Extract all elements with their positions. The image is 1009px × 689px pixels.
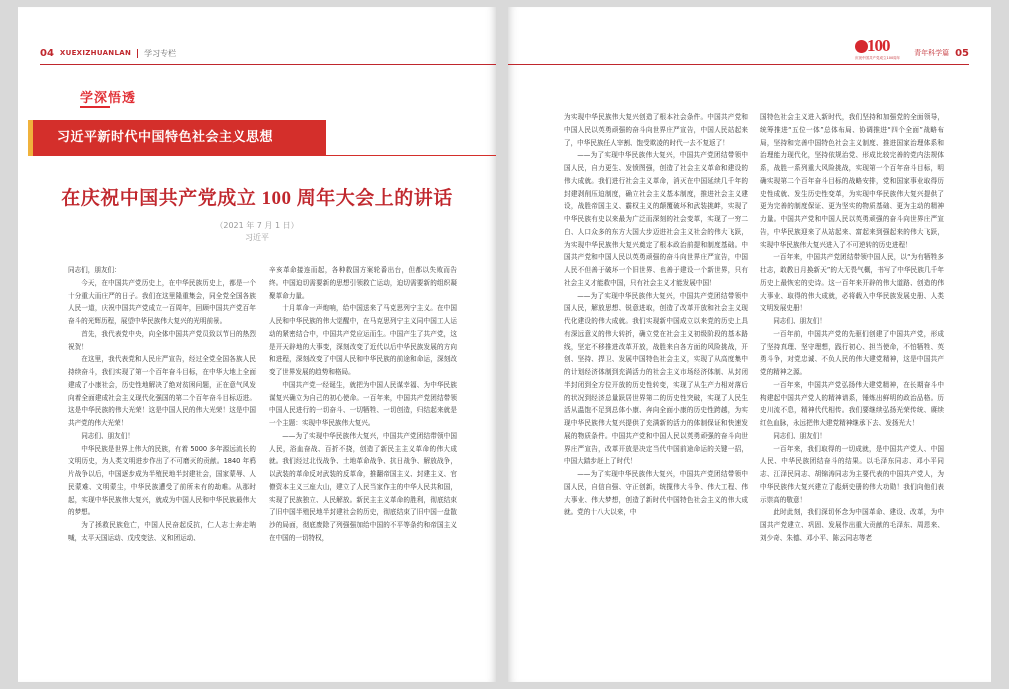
header-tag: 青年科学篇	[914, 49, 950, 57]
paragraph: 十月革命一声炮响，给中国送来了马克思列宁主义。在中国人民和中华民族的伟大觉醒中，在马克思列宁主义同中国工人运动的紧密结合中，中国共产党应运而生。中国产生了共产党，这是开天辟地的大事变，深刻改变了近代以后中华民族发展的方向和进程，深刻改变了中国人民和中华民族的前途和命运，深刻改变了世界发展的趋势和格局。	[269, 304, 457, 376]
article-date: （2021 年 7 月 1 日）	[215, 221, 299, 230]
paragraph: 首先，我代表党中央，向全体中国共产党员致以节日的热烈祝贺！	[68, 329, 256, 351]
banner-rule	[326, 155, 496, 156]
paragraph: ——为了实现中华民族伟大复兴，中国共产党团结带领中国人民，自力更生、发愤图强，创造了社会主义革命和建设的伟大成就。我们进行社会主义革命，消灭在中国延续几千年的封建剥削压迫制度，确立社会主义基本制度，推进社会主义建设，战胜帝国主义、霸权主义的颠覆破坏和武装挑衅，实现了中华民族有史以来最为广泛而深刻的社会变革，实现了一穷二白、人口众多的东方大国大步迈进社会主义社会的伟大飞跃，为实现中华民族伟大复兴奠定了根本政治前提和制度基础。中国共产党和中国人民以英勇顽强的奋斗向世界庄严宣告，中国人民不但善于破坏一个旧世界、也善于建设一个新世界，只有社会主义才能救中国，只有社会主义才能发展中国！	[564, 151, 748, 287]
paragraph: 同志们、朋友们！	[773, 431, 826, 440]
paragraph: 一百年来，中国共产党团结带领中国人民，以“为有牺牲多壮志，敢教日月换新天”的大无畏气概，书写了中华民族几千年历史上最恢宏的史诗。这一百年来开辟的伟大道路、创造的伟大事业、取得的伟大成就，必将载入中华民族发展史册、人类文明发展史册！	[760, 253, 944, 313]
paragraph: 同志们，朋友们：	[68, 266, 121, 274]
text-column-2	[269, 264, 457, 682]
right-page	[508, 7, 991, 682]
paragraph: 一百年前，中国共产党的先驱们创建了中国共产党，形成了坚持真理、坚守理想，践行初心、担当使命，不怕牺牲、英勇斗争，对党忠诚、不负人民的伟大建党精神，这是中国共产党的精神之源。	[760, 329, 944, 376]
left-page-number: 04	[40, 47, 54, 59]
paragraph: 国特色社会主义进入新时代，我们坚持和加强党的全面领导，统筹推进“五位一体”总体布局、协调推进“四个全面”战略布局，坚持和完善中国特色社会主义制度、推进国家治理体系和治理能力现代化，坚持依规治党、形成比较完善的党内法规体系，战胜一系列重大风险挑战，实现第一个百年奋斗目标，明确实现第二个百年奋斗目标的战略安排，党和国家事业取得历史性成就、发生历史性变革，为实现中华民族伟大复兴提供了更为完善的制度保证、更为坚实的物质基础、更为主动的精神力量。中国共产党和中国人民以英勇顽强的奋斗向世界庄严宣告，中华民族迎来了从站起来、富起来到强起来的伟大飞跃，实现中华民族伟大复兴进入了不可逆转的历史进程！	[760, 113, 944, 249]
section-underline	[80, 106, 110, 108]
header-rule	[508, 64, 969, 65]
right-page-number: 05	[955, 47, 969, 59]
logo-caption: 庆祝中国共产党成立100周年	[855, 56, 901, 60]
centenary-logo	[855, 36, 901, 64]
paragraph: 中华民族是世界上伟大的民族，有着 5000 多年源远流长的文明历史，为人类文明进步作出了不可磨灭的贡献。1840 年鸦片战争以后，中国逐步成为半殖民地半封建社会，国家蒙辱、人民蒙难、文明蒙尘，中华民族遭受了前所未有的劫难。从那时起，实现中华民族伟大复兴，就成为中国人民和中华民族最伟大的梦想。	[68, 444, 256, 517]
article-title: 在庆祝中国共产党成立 100 周年大会上的讲话	[61, 188, 453, 209]
paragraph: ——为了实现中华民族伟大复兴，中国共产党团结带领中国人民，自信自强、守正创新，统揽伟大斗争、伟大工程、伟大事业、伟大梦想，创造了新时代中国特色社会主义的伟大成就。党的十八大以来，中	[564, 470, 748, 517]
paragraph: 一百年来，我们取得的一切成就，是中国共产党人、中国人民、中华民族团结奋斗的结果。以毛泽东同志、邓小平同志、江泽民同志、胡锦涛同志为主要代表的中国共产党人，为中华民族伟大复兴建立了彪炳史册的伟大功勋！我们向他们表示崇高的敬意！	[760, 444, 944, 504]
paragraph: 辛亥革命接连而起，各种救国方案轮番出台，但都以失败而告终。中国迫切需要新的思想引领救亡运动，迫切需要新的组织凝聚革命力量。	[269, 266, 457, 300]
logo-number: 100	[867, 36, 890, 55]
paragraph: 此时此刻，我们深切怀念为中国革命、建设、改革，为中国共产党建立、巩固、发展作出重大贡献的毛泽东、周恩来、刘少奇、朱德、邓小平、陈云同志等老	[760, 508, 944, 542]
article-author: 习近平	[245, 233, 269, 242]
paragraph: 今天，在中国共产党历史上，在中华民族历史上，都是一个十分重大而庄严的日子。我们在这里隆重集会，同全党全国各族人民一道，庆祝中国共产党成立一百周年，回顾中国共产党百年奋斗的光辉历程，展望中华民族伟大复兴的光明前景。	[68, 278, 256, 325]
text-column-3	[564, 111, 748, 677]
column-name: 学习专栏	[144, 48, 177, 58]
text-column-4	[760, 111, 944, 677]
section-label: 学深悟透	[80, 91, 137, 106]
paragraph: ——为了实现中华民族伟大复兴，中国共产党团结带领中国人民，浴血奋战、百折不挠，创造了新民主主义革命的伟大成就。我们经过北伐战争、土地革命战争、抗日战争、解放战争，以武装的革命反对武装的反革命，推翻帝国主义、封建主义、官僚资本主义三座大山，建立了人民当家作主的中华人民共和国，实现了民族独立、人民解放。新民主主义革命的胜利，彻底结束了旧中国半殖民地半封建社会的历史，彻底结束了旧中国一盘散沙的局面，彻底废除了列强强加给中国的不平等条约和帝国主义在中国的一切特权，	[269, 431, 457, 542]
right-page-header	[914, 45, 969, 61]
header-separator	[137, 49, 138, 58]
left-page-header	[40, 45, 176, 61]
paragraph: 同志们、朋友们！	[773, 317, 826, 325]
header-rule	[40, 64, 496, 65]
paragraph: 一百年来，中国共产党弘扬伟大建党精神，在长期奋斗中构建起中国共产党人的精神谱系，锤炼出鲜明的政治品格。历史川流不息，精神代代相传。我们要继续弘扬光荣传统、赓续红色血脉，永远把伟大建党精神继承下去、发扬光大！	[760, 380, 944, 427]
column-pinyin: XUEXIZHUANLAN	[59, 49, 132, 57]
text-column-1	[68, 264, 256, 682]
paragraph: 为了拯救民族危亡，中国人民奋起反抗，仁人志士奔走呐喊，太平天国运动、戊戌变法、义和团运动、	[68, 521, 256, 542]
paragraph: 中国共产党一经诞生，就把为中国人民谋幸福、为中华民族谋复兴确立为自己的初心使命。一百年来，中国共产党团结带领中国人民进行的一切奋斗、一切牺牲、一切创造，归结起来就是一个主题：实现中华民族伟大复兴。	[269, 380, 457, 427]
paragraph: 为实现中华民族伟大复兴创造了根本社会条件。中国共产党和中国人民以英勇顽强的奋斗向世界庄严宣告，中国人民站起来了，中华民族任人宰割、饱受欺凌的时代一去不复返了！	[564, 113, 748, 147]
topic-banner: 习近平新时代中国特色社会主义思想	[28, 120, 326, 156]
paragraph: 在这里，我代表党和人民庄严宣告，经过全党全国各族人民持续奋斗，我们实现了第一个百年奋斗目标，在中华大地上全面建成了小康社会，历史性地解决了绝对贫困问题，正在意气风发向着全面建成社会主义现代化强国的第二个百年奋斗目标迈进。这是中华民族的伟大光荣！这是中国人民的伟大光荣！这是中国共产党的伟大光荣！	[68, 355, 256, 427]
paragraph: ——为了实现中华民族伟大复兴，中国共产党团结带领中国人民，解放思想、锐意进取，创造了改革开放和社会主义现代化建设的伟大成就。我们实现新中国成立以来党的历史上具有深远意义的伟大转折，确立党在社会主义初级阶段的基本路线，坚定不移推进改革开放，战胜来自各方面的风险挑战，开创、坚持、捍卫、发展中国特色社会主义，实现了从高度集中的计划经济体制到充满活力的社会主义市场经济体制、从封闭半封闭到全方位开放的历史性转变，实现了从生产力相对落后的状况到经济总量跃居世界第二的历史性突破，实现了人民生活从温饱不足到总体小康、奔向全面小康的历史性跨越，为实现中华民族伟大复兴提供了充满新的活力的体制保证和快速发展的物质条件。中国共产党和中国人民以英勇顽强的奋斗向世界庄严宣告，改革开放是决定当代中国前途命运的关键一招，中国大踏步赶上了时代！	[564, 291, 748, 466]
paragraph: 同志们、朋友们！	[81, 431, 134, 440]
left-page	[18, 7, 496, 682]
